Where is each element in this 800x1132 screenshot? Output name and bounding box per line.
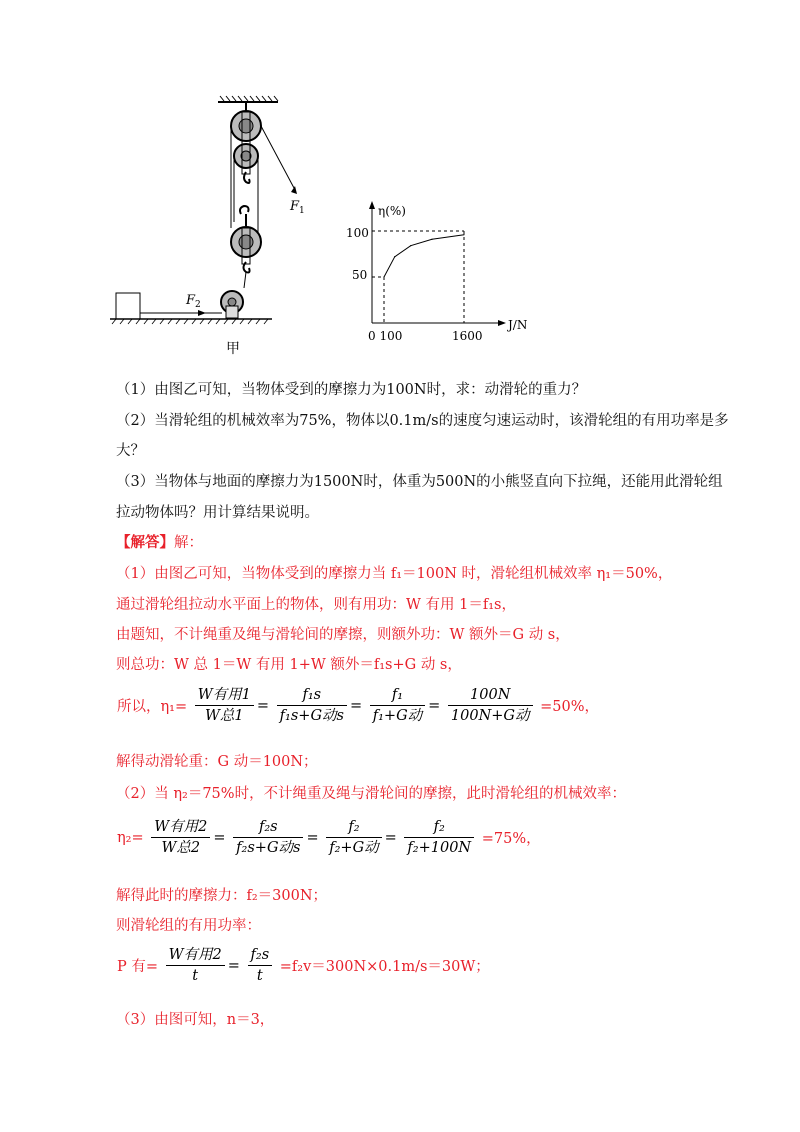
eq3-frac-2-num: f₂s [248, 946, 273, 966]
eq3-frac-2-den: t [256, 968, 263, 984]
eq2-frac-4 [404, 818, 474, 857]
eq1-frac-1 [195, 686, 254, 725]
graph-ylabel: η(%) [378, 204, 406, 218]
curve-point [410, 245, 411, 246]
answer-header-tag: 【解答】 [116, 534, 174, 551]
eq2-suffix: =75%， [481, 831, 541, 847]
answer-line-9: 解得此时的摩擦力：f₂＝300N； [116, 888, 328, 904]
pulley-figure [110, 90, 305, 357]
curve-point [383, 276, 384, 277]
answer-line-6: 解得动滑轮重：G 动＝100N； [116, 754, 318, 770]
curve-point [431, 239, 432, 240]
eq1-frac-2 [277, 686, 347, 725]
eq3-suffix: =f₂v＝300N×0.1m/s＝30W； [279, 959, 490, 975]
answer-line-10: 则滑轮组的有用功率： [116, 918, 261, 934]
f2-label: F [186, 293, 196, 308]
eq1-frac-3 [370, 686, 425, 725]
eq1-frac-1-num: W有用1 [195, 686, 254, 706]
f1-sub: 1 [299, 206, 305, 216]
answer-header-after: 解： [174, 535, 203, 551]
eq1-frac-3-den: f₁+G动 [372, 708, 423, 724]
eq2-frac-1-num: W有用2 [151, 818, 210, 838]
answer-line-7: （2）当 η₂＝75%时，不计绳重及绳与滑轮间的摩擦，此时滑轮组的机械效率： [116, 786, 627, 802]
ytick-50: 50 [352, 268, 368, 282]
eq3-frac-1 [166, 946, 225, 985]
f2-sub: 2 [195, 300, 201, 310]
efficiency-graph [340, 195, 528, 355]
eq2-frac-4-num: f₂ [404, 818, 474, 838]
jia-label: 甲 [226, 341, 240, 357]
answer-header [116, 533, 203, 553]
power-equation: P 有= $\frac{\text{W有用2}}{t}$ = $\frac{\text{f₂s}}{t}$ =f₂v＝300N×0.1m/s＝30W； [117, 947, 490, 984]
eq1-prefix: 所以，η₁= [117, 699, 188, 715]
eq1-frac-4-den: 100N+G动 [450, 708, 530, 724]
question-3b: 拉动物体吗？用计算结果说明。 [116, 505, 319, 521]
efficiency-curve [384, 235, 464, 277]
eq2-frac-3-num: f₂ [326, 818, 381, 838]
xtick-1600: 1600 [452, 329, 483, 343]
eq2-frac-2 [233, 818, 303, 857]
eq2-frac-3-den: f₂+G动 [329, 840, 379, 856]
eq2-frac-2-num: f₂s [233, 818, 303, 838]
eq2-prefix: η₂= [117, 829, 144, 846]
eq2-frac-1-den: W总2 [161, 840, 201, 856]
answer-line-3: 由题知，不计绳重及绳与滑轮间的摩擦，则额外功：W 额外＝G 动 s， [116, 627, 570, 643]
eq1-suffix: =50%， [540, 699, 600, 715]
eq3-frac-1-den: t [192, 968, 199, 984]
question-1: （1）由图乙可知，当物体受到的摩擦力为100N时，求：动滑轮的重力？ [116, 382, 587, 398]
eq1-frac-2-num: f₁s [277, 686, 347, 706]
eq1-frac-1-den: W总1 [205, 708, 244, 724]
graph-xlabel: J/N [508, 318, 528, 332]
efficiency-equation-2: η₂= $\frac{\text{W有用2}}{\text{W总2}}$ = $\frac{\text{f₂s}}{\text{f₂s+G动s}}$ = $\frac{\text{f₂}}{\text{f₂+G动}}$ = $\frac{\text{f₂}}{\text{f₂+100N}}$ =75%， [117, 819, 541, 856]
eq3-prefix: P 有= [117, 959, 159, 975]
eq3-frac-1-num: W有用2 [166, 946, 225, 966]
eq1-frac-4 [448, 686, 533, 725]
f1-label: F [290, 199, 300, 214]
eq1-frac-2-den: f₁s+G动s [279, 708, 344, 724]
eq2-frac-4-den: f₂+100N [407, 840, 472, 856]
answer-line-1: （1）由图乙可知，当物体受到的摩擦力当 f₁＝100N 时，滑轮组机械效率 η₁＝50%， [116, 566, 673, 582]
eq1-frac-3-num: f₁ [370, 686, 425, 706]
question-3a: （3）当物体与地面的摩擦力为1500N时，体重为500N的小熊竖直向下拉绳，还能用此滑轮组 [116, 474, 723, 490]
answer-line-4: 则总功：W 总 1＝W 有用 1+W 额外＝f₁s+G 动 s， [116, 657, 462, 673]
ytick-100: 100 [346, 226, 369, 240]
eq1-frac-4-num: 100N [448, 686, 533, 706]
question-2b: 大？ [116, 443, 145, 459]
xtick-0-100: 0 100 [368, 329, 403, 343]
eq3-frac-2 [248, 946, 273, 985]
eq2-frac-2-den: f₂s+G动s [236, 840, 301, 856]
efficiency-equation-1: 所以，η₁= $\frac{\text{W有用1}}{\text{W总1}}$ = $\frac{\text{f₁s}}{\text{f₁s+G动s}}$ = $\frac{\text{f₁}}{\text{f₁+G动}}$ = $\frac{100N}{\text{100N+G动}}$ =50%， [117, 687, 600, 724]
eq2-frac-3 [326, 818, 381, 857]
question-2a: （2）当滑轮组的机械效率为75%，物体以0.1m/s的速度匀速运动时，该滑轮组的有用功率是多 [116, 413, 729, 429]
curve-point [463, 234, 464, 235]
eq2-frac-1 [151, 818, 210, 857]
curve-point [394, 256, 395, 257]
answer-line-2: 通过滑轮组拉动水平面上的物体，则有用功：W 有用 1＝f₁s， [116, 597, 516, 613]
answer-line-12: （3）由图可知，n＝3， [116, 1012, 275, 1028]
